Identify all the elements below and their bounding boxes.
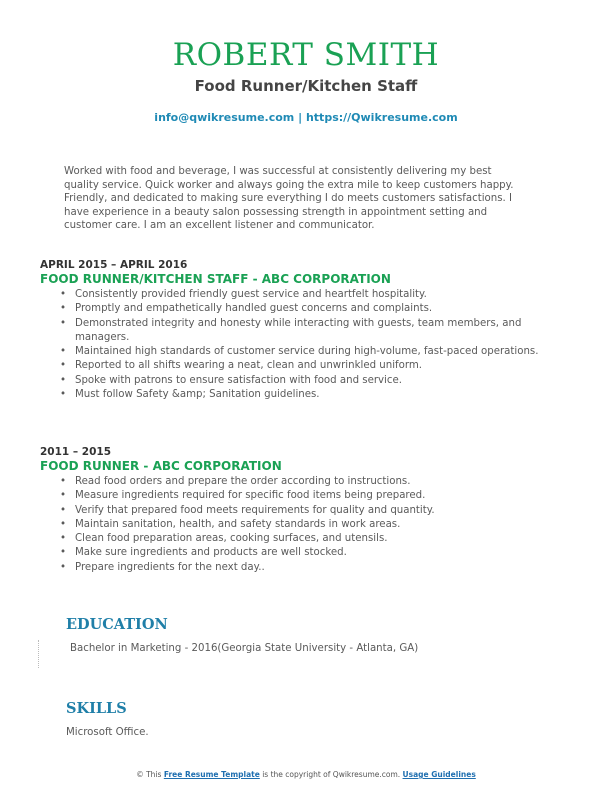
list-item: • Must follow Safety &amp; Sanitation guidelines. bbox=[40, 388, 540, 402]
bullet-icon: • bbox=[60, 518, 67, 530]
list-item: • Promptly and empathetically handled guest concerns and complaints. bbox=[40, 302, 540, 316]
website-link[interactable]: https://Qwikresume.com bbox=[305, 111, 458, 124]
bullet-icon: • bbox=[60, 374, 67, 386]
job-role: FOOD RUNNER - ABC CORPORATION bbox=[40, 459, 282, 473]
job-bullet-list bbox=[40, 475, 540, 575]
job-dates: 2011 – 2015 bbox=[40, 446, 112, 458]
bullet-icon: • bbox=[60, 360, 67, 372]
bullet-icon: • bbox=[60, 303, 67, 315]
experience-entry bbox=[40, 445, 540, 575]
bullet-icon: • bbox=[60, 317, 67, 329]
list-item: • Make sure ingredients and products are well stocked. bbox=[40, 546, 540, 560]
bullet-icon: • bbox=[60, 346, 67, 358]
bullet-icon: • bbox=[60, 490, 67, 502]
list-item: • Consistently provided friendly guest service and heartfelt hospitality. bbox=[40, 288, 540, 302]
job-role: FOOD RUNNER/KITCHEN STAFF - ABC CORPORATION bbox=[40, 272, 391, 286]
candidate-name: ROBERT SMITH bbox=[172, 37, 440, 73]
list-item: • Measure ingredients required for specific food items being prepared. bbox=[40, 489, 540, 503]
bullet-icon: • bbox=[60, 476, 67, 487]
education-heading: EDUCATION bbox=[66, 616, 168, 633]
experience-entry bbox=[40, 258, 540, 402]
free-resume-template-link[interactable]: Free Resume Template bbox=[163, 770, 260, 779]
skills-heading: SKILLS bbox=[66, 700, 127, 717]
footer-middle: is the copyright of Qwikresume.com. bbox=[259, 770, 403, 779]
list-item: • Verify that prepared food meets requirements for quality and quantity. bbox=[40, 504, 540, 518]
list-item: • Spoke with patrons to ensure satisfaction with food and service. bbox=[40, 374, 540, 388]
bullet-icon: • bbox=[60, 547, 67, 559]
footer-prefix: © This bbox=[136, 770, 164, 779]
list-item: • Reported to all shifts wearing a neat, clean and unwrinkled uniform. bbox=[40, 359, 540, 373]
skills-entry: Microsoft Office. bbox=[66, 727, 149, 738]
bullet-icon: • bbox=[60, 533, 67, 545]
list-item: • Read food orders and prepare the order according to instructions. bbox=[40, 475, 540, 489]
bullet-icon: • bbox=[60, 389, 67, 401]
list-item: • Prepare ingredients for the next day.. bbox=[40, 561, 540, 575]
contact-separator: | bbox=[294, 111, 306, 124]
education-entry: Bachelor in Marketing - 2016(Georgia State University - Atlanta, GA) bbox=[70, 643, 419, 654]
contact-line bbox=[0, 111, 612, 124]
list-item: • Demonstrated integrity and honesty while interacting with guests, team members, and managers. bbox=[60, 317, 522, 343]
summary-paragraph: Worked with food and beverage, I was successful at consistently delivering my best quality service. Quick worker and always going the extra mile to keep customers happy. Friendly, and dedicated to making sure everything I do meets customers satisfactions. I have experience in a beauty salon possessing strength in appointment setting and customer care. I am an excellent listener and communicator. bbox=[64, 166, 514, 232]
job-title: Food Runner/Kitchen Staff bbox=[194, 77, 418, 95]
copyright-footer bbox=[0, 770, 612, 779]
email-link[interactable]: info@qwikresume.com bbox=[154, 111, 295, 124]
list-item: • Maintained high standards of customer service during high-volume, fast-paced operations. bbox=[40, 345, 540, 359]
list-item: • Maintain sanitation, health, and safety standards in work areas. bbox=[40, 518, 540, 532]
list-item: • Clean food preparation areas, cooking surfaces, and utensils. bbox=[40, 532, 540, 546]
job-dates: APRIL 2015 – APRIL 2016 bbox=[40, 259, 188, 271]
education-divider bbox=[38, 640, 39, 668]
job-bullet-list bbox=[40, 288, 540, 402]
usage-guidelines-link[interactable]: Usage Guidelines bbox=[402, 770, 476, 779]
bullet-icon: • bbox=[60, 561, 67, 573]
bullet-icon: • bbox=[60, 289, 67, 300]
bullet-icon: • bbox=[60, 504, 67, 516]
